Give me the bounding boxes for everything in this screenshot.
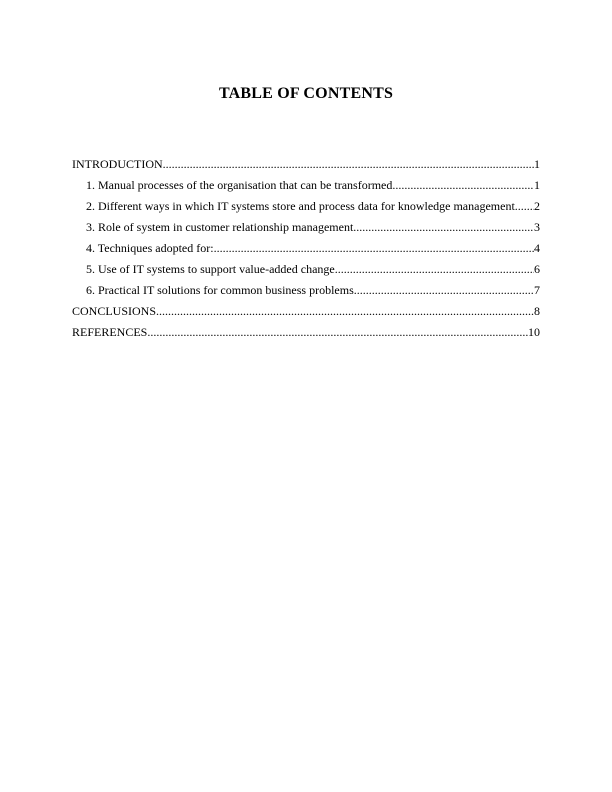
toc-entry-crm-role[interactable] [72,217,540,238]
dot-leader [163,154,534,175]
toc-entry-label: 2. Different ways in which IT systems store and process data for knowledge management [86,199,515,213]
toc-page-number: 8 [534,304,540,318]
toc-entry-label: 3. Role of system in customer relationship management [86,220,354,234]
dot-leader [147,322,528,343]
page-title: TABLE OF CONTENTS [218,85,394,102]
toc-entry-label: CONCLUSIONS [72,304,157,318]
toc-entry-it-solutions[interactable] [72,280,540,301]
toc-entry-techniques[interactable] [72,238,540,259]
toc-entry-introduction[interactable] [72,154,540,175]
toc-entry-manual-processes[interactable] [72,175,540,196]
dot-leader [335,259,534,280]
toc-page-number: 1 [534,157,540,171]
toc-page-number: 4 [534,241,540,255]
dot-leader [353,217,534,238]
dot-leader [354,280,534,301]
toc-page-number: 10 [528,325,540,339]
toc-entry-label: 1. Manual processes of the organisation that can be transformed [86,178,393,192]
dot-leader [214,238,534,259]
toc-entry-references[interactable] [72,322,540,343]
toc-page-number: 6 [534,262,540,276]
toc-entry-value-added-change[interactable] [72,259,540,280]
toc-page-number: 1 [534,178,540,192]
dot-leader [515,196,534,217]
dot-leader [156,301,534,322]
table-of-contents [72,154,540,343]
dot-leader [392,175,534,196]
toc-entry-label: 5. Use of IT systems to support value-added change [86,262,335,276]
toc-page-number: 7 [534,283,540,297]
toc-entry-conclusions[interactable] [72,301,540,322]
toc-entry-data-storage[interactable] [72,196,540,217]
toc-entry-label: REFERENCES [72,325,148,339]
toc-entry-label: 6. Practical IT solutions for common business problems [86,283,354,297]
toc-entry-label: INTRODUCTION [72,157,163,171]
toc-page-number: 2 [534,199,540,213]
toc-page-number: 3 [534,220,540,234]
toc-entry-label: 4. Techniques adopted for: [86,241,214,255]
